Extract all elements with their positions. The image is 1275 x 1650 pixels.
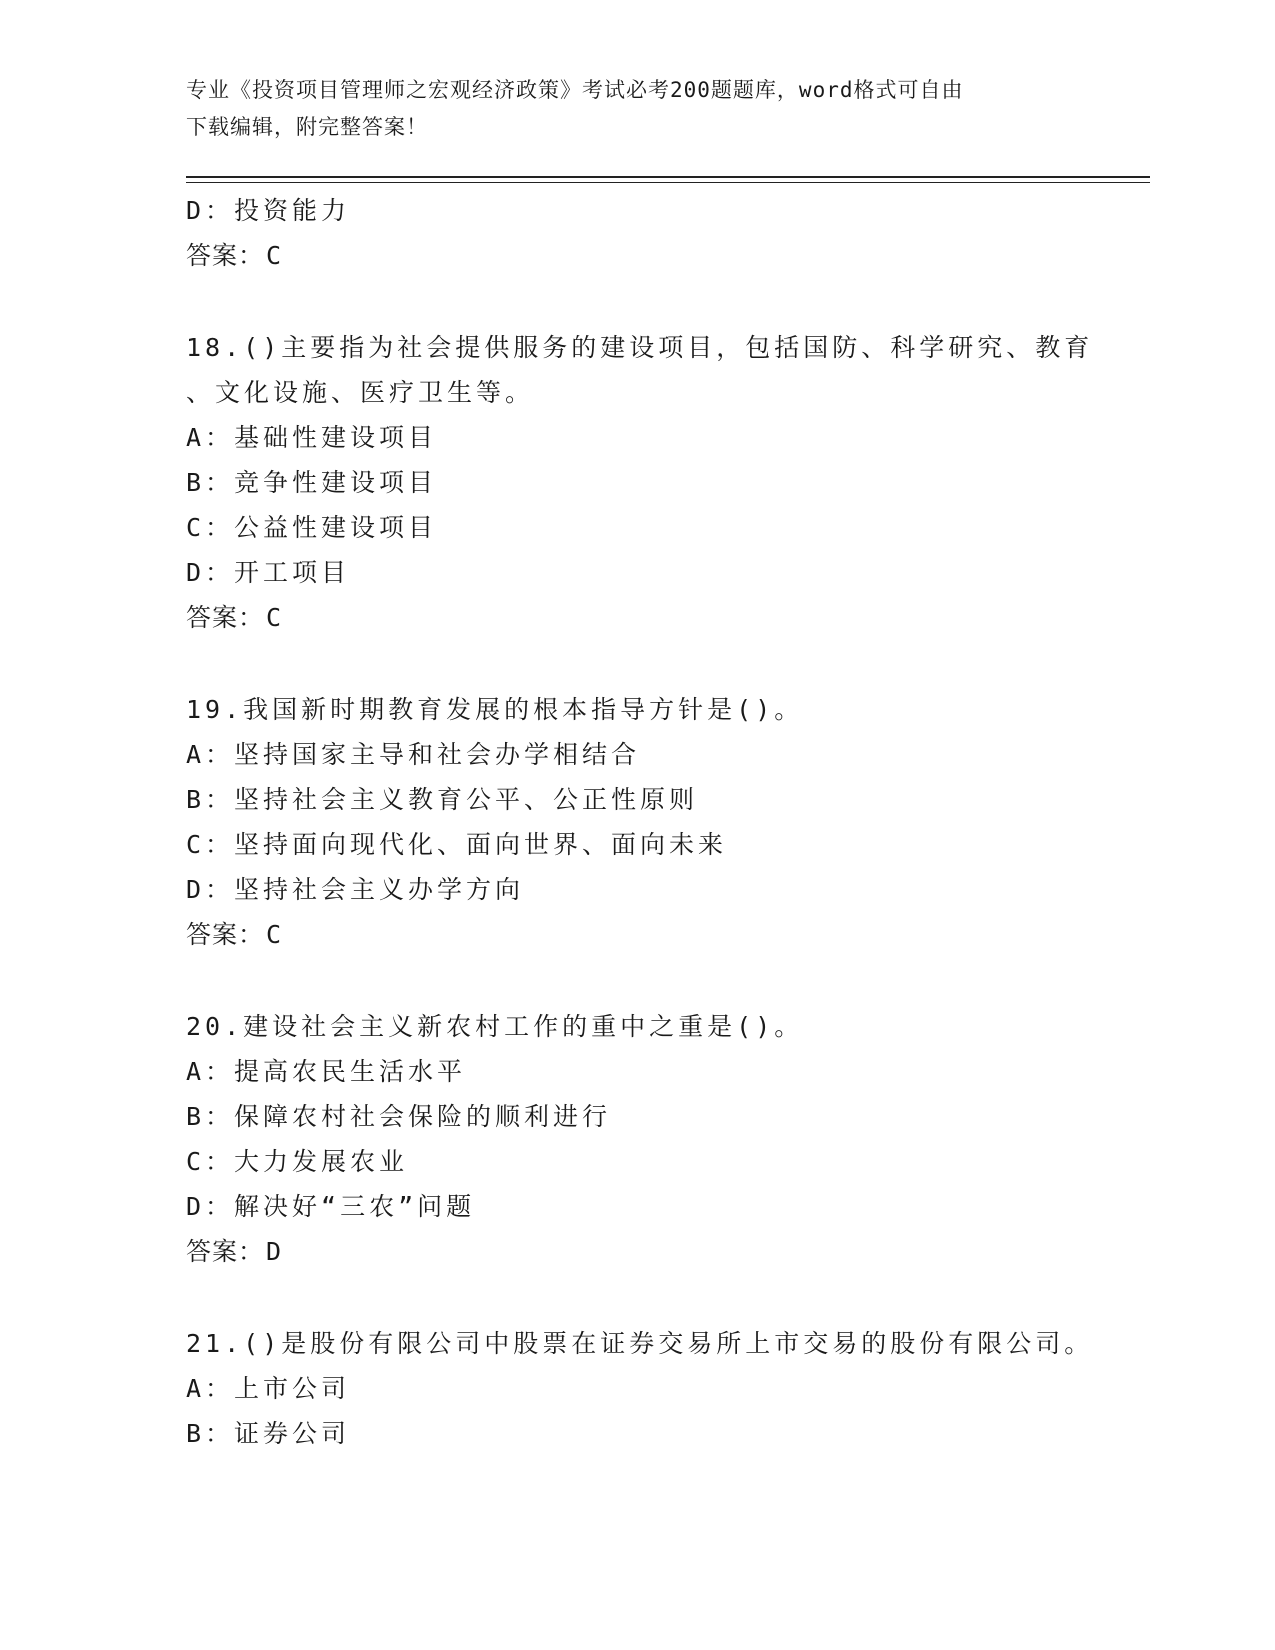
answer-label: 答案：: [186, 1237, 265, 1266]
question-stem: 20.建设社会主义新农村工作的重中之重是()。: [186, 1012, 804, 1041]
answer-value: D: [266, 1237, 283, 1266]
answer: [186, 1229, 1126, 1274]
option-a: A：基础性建设项目: [186, 423, 438, 452]
spacer: [186, 278, 1126, 325]
option-a: A：提高农民生活水平: [186, 1057, 467, 1086]
option-d: D：开工项目: [186, 558, 351, 587]
option-b: B：竞争性建设项目: [186, 468, 438, 497]
option-a: A：上市公司: [186, 1374, 351, 1403]
header-line-2: 下载编辑，附完整答案！: [186, 115, 428, 139]
spacer: [186, 957, 1126, 1004]
page-header: [186, 72, 1086, 146]
header-line-1: 专业《投资项目管理师之宏观经济政策》考试必考200题题库，word格式可自由: [186, 78, 964, 102]
answer-label: 答案：: [186, 241, 265, 270]
option-d: D：坚持社会主义办学方向: [186, 875, 525, 904]
answer-value: C: [266, 603, 283, 632]
question-20: [186, 1004, 1126, 1274]
answer: [186, 595, 1126, 640]
answer-label: 答案：: [186, 920, 265, 949]
q17-option-d: D：投资能力: [186, 196, 351, 225]
answer-label: 答案：: [186, 603, 265, 632]
option-c: C：公益性建设项目: [186, 513, 438, 542]
answer-value: C: [266, 920, 283, 949]
question-stem-cont: 、文化设施、医疗卫生等。: [186, 378, 535, 407]
option-b: B：坚持社会主义教育公平、公正性原则: [186, 785, 699, 814]
spacer: [186, 1274, 1126, 1321]
option-a: A：坚持国家主导和社会办学相结合: [186, 740, 641, 769]
question-stem: 21.()是股份有限公司中股票在证券交易所上市交易的股份有限公司。: [186, 1329, 1094, 1358]
question-stem: 18.()主要指为社会提供服务的建设项目，包括国防、科学研究、教育: [186, 333, 1094, 362]
question-stem: 19.我国新时期教育发展的根本指导方针是()。: [186, 695, 804, 724]
header-rule-thick: [186, 176, 1150, 178]
q17-answer: [186, 233, 1126, 278]
question-19: [186, 687, 1126, 957]
spacer: [186, 640, 1126, 687]
question-list: [186, 188, 1126, 1456]
answer-value: C: [266, 241, 283, 270]
header-rule-thin: [186, 182, 1150, 183]
question-18: [186, 325, 1126, 640]
option-d: D：解决好“三农”问题: [186, 1192, 476, 1221]
option-b: B：保障农村社会保险的顺利进行: [186, 1102, 612, 1131]
answer: [186, 912, 1126, 957]
option-c: C：大力发展农业: [186, 1147, 409, 1176]
question-21: [186, 1321, 1126, 1456]
option-c: C：坚持面向现代化、面向世界、面向未来: [186, 830, 728, 859]
option-b: B：证券公司: [186, 1419, 351, 1448]
